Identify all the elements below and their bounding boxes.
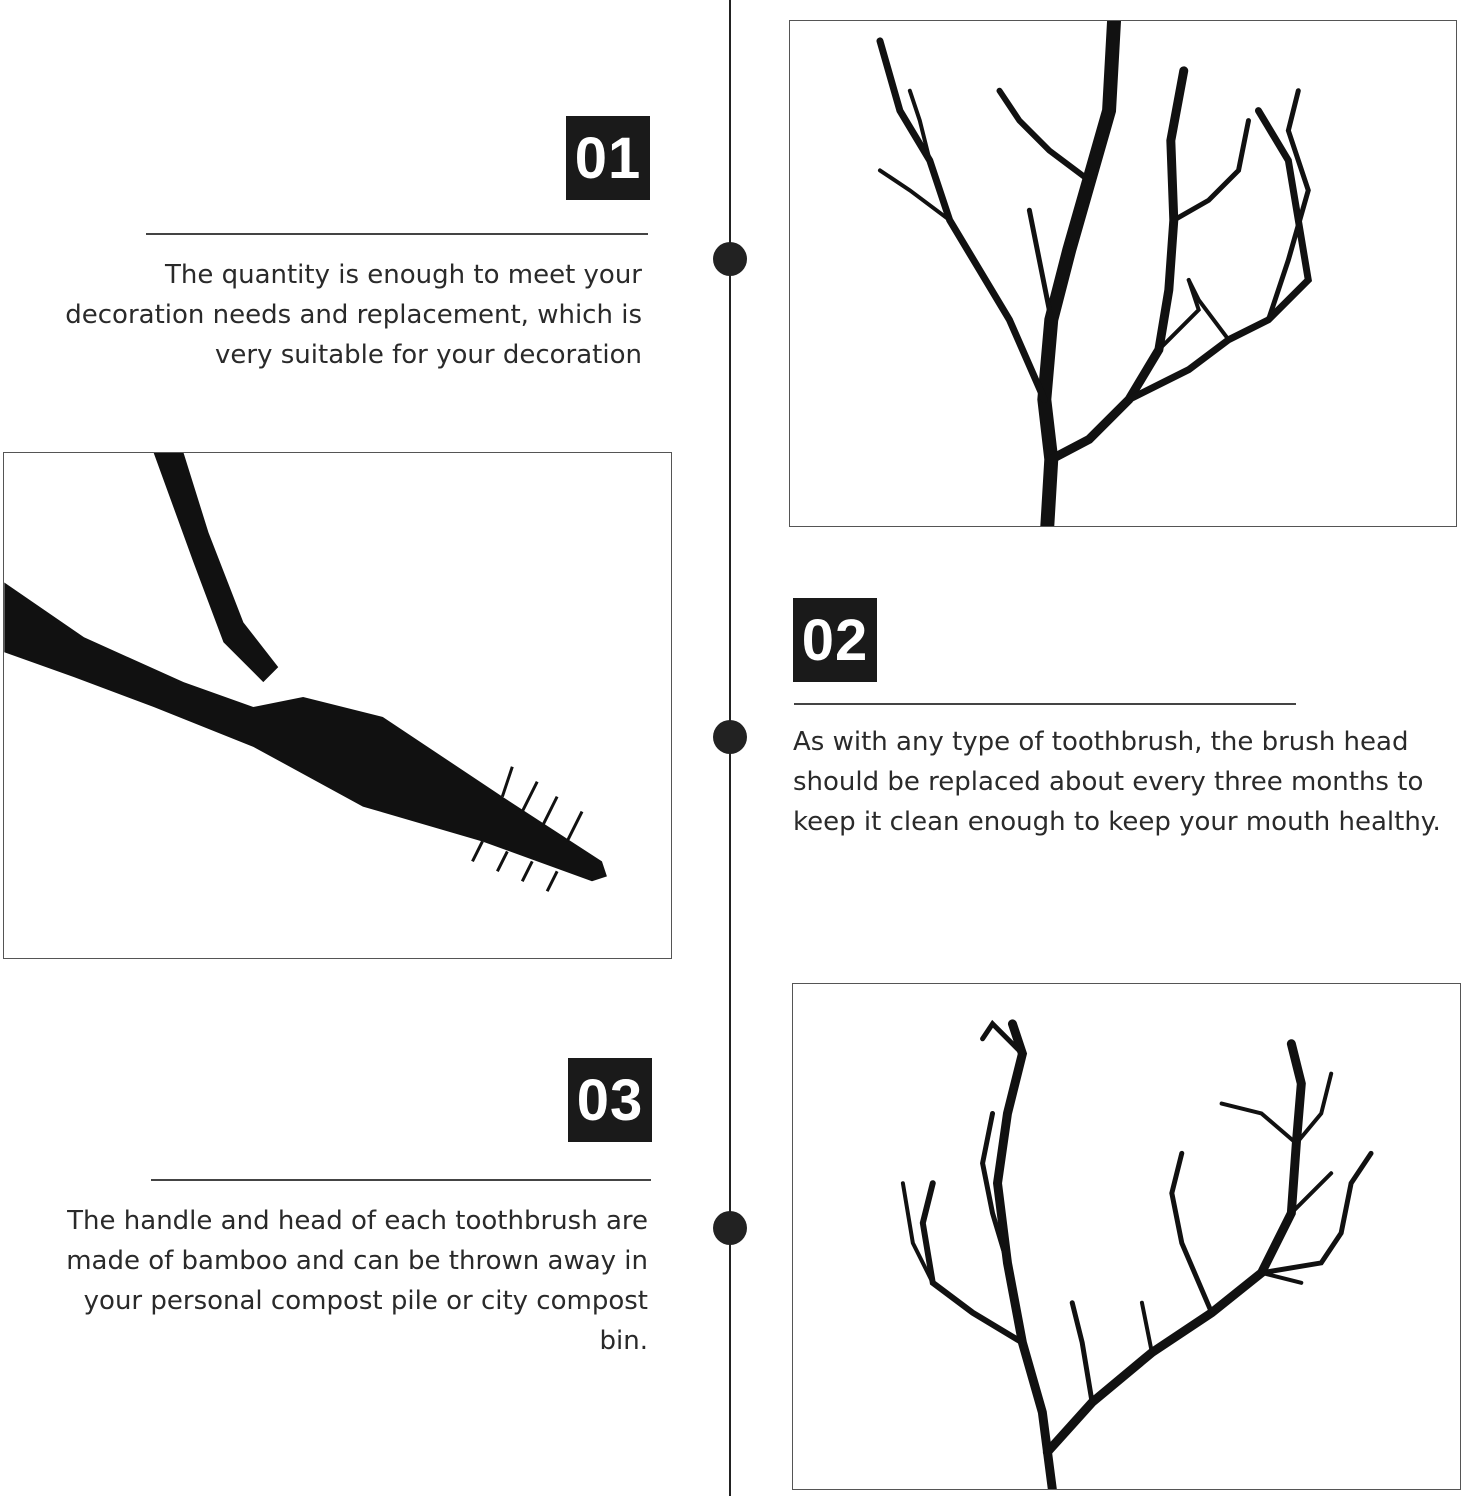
divider [151,1179,651,1181]
step-number-badge [793,598,877,682]
step-description: As with any type of toothbrush, the brush head should be replaced about every three months to keep it clean enough to keep your mouth healthy. [793,727,1441,837]
black-branch-antler-photo [793,984,1460,1489]
product-photo-closeup [3,452,672,959]
product-photo-tree [789,20,1457,527]
step-number-badge [568,1058,652,1142]
black-branch-closeup-photo [4,453,671,958]
step-number: 02 [801,607,869,673]
timeline-dot [713,242,747,276]
divider [146,233,648,235]
timeline-dot [713,1211,747,1245]
step-number: 01 [574,125,642,191]
step-description: The handle and head of each toothbrush are made of bamboo and can be thrown away in your personal compost pile or city compost bin. [66,1206,648,1356]
black-branch-tree-photo [790,21,1456,526]
timeline-dot [713,720,747,754]
step-description: The quantity is enough to meet your decoration needs and replacement, which is very suitable for your decoration [65,260,642,370]
step-number-badge [566,116,650,200]
product-photo-antler [792,983,1461,1490]
step-number: 03 [576,1067,644,1133]
divider [794,703,1296,705]
